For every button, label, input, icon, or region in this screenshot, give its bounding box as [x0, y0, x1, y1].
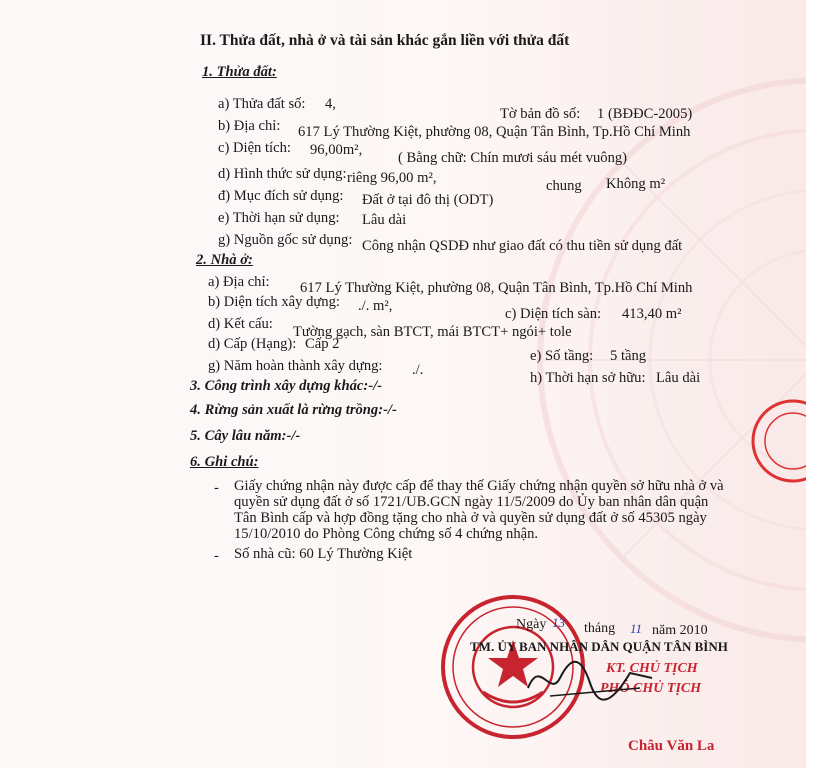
house-structure-value: Tường gạch, sàn BTCT, mái BTCT+ ngói+ tole	[293, 324, 572, 340]
house-grade-value: Cấp 2	[305, 336, 340, 352]
land-origin-value: Công nhận QSDĐ như giao đất có thu tiền sử dụng đất	[362, 238, 683, 254]
note-line-4: 15/10/2010 do Phòng Công chứng số 4 chứng nhận.	[234, 526, 539, 542]
house-term-label: h) Thời hạn sở hữu:	[530, 370, 646, 386]
house-year-label: g) Năm hoàn thành xây dựng:	[208, 358, 383, 374]
house-build-area-label: b) Diện tích xây dựng:	[208, 294, 340, 310]
land-purpose-value: Đất ở tại đô thị (ODT)	[362, 192, 494, 208]
land-heading: 1. Thửa đất:	[202, 64, 277, 80]
land-area-words: ( Bằng chữ: Chín mươi sáu mét vuông)	[398, 150, 628, 166]
land-area-label: c) Diện tích:	[218, 140, 291, 156]
land-area-value: 96,00m²,	[310, 142, 363, 158]
house-floors-label: e) Số tầng:	[530, 348, 594, 364]
partial-stamp	[748, 396, 806, 486]
note-line-3: Tân Bình cấp và hợp đồng tặng cho nhà ở và quyền sử dụng đất ở số 45305 ngày	[234, 510, 707, 526]
house-build-area-value: ./. m²,	[358, 298, 393, 314]
scan-margin	[806, 0, 826, 768]
land-common-value: Không m²	[606, 176, 666, 192]
land-purpose-label: đ) Mục đích sử dụng:	[218, 188, 344, 204]
land-parcel-label: a) Thửa đất số:	[218, 96, 306, 112]
house-address-label: a) Địa chỉ:	[208, 274, 270, 290]
house-year-value: ./.	[412, 362, 424, 378]
note-old-number: Số nhà cũ: 60 Lý Thường Kiệt	[234, 546, 413, 562]
notes-heading: 6. Ghi chú:	[190, 454, 259, 470]
forest-heading: 4. Rừng sản xuất là rừng trồng:-/-	[190, 402, 397, 418]
other-construction-heading: 3. Công trình xây dựng khác:-/-	[190, 378, 382, 394]
house-structure-label: d) Kết cấu:	[208, 316, 273, 332]
map-sheet-label: Tờ bản đồ số:	[500, 106, 581, 122]
date-year: năm 2010	[652, 623, 708, 638]
map-sheet-value: 1 (BĐĐC-2005)	[597, 106, 693, 122]
land-parcel-value: 4,	[325, 96, 336, 112]
handwritten-signature	[520, 648, 660, 708]
house-floor-area-value: 413,40 m²	[622, 306, 682, 322]
land-origin-label: g) Nguồn gốc sử dụng:	[218, 232, 353, 248]
date-month: 11	[630, 621, 643, 636]
section-title: II. Thửa đất, nhà ở và tài sản khác gắn liền với thửa đất	[200, 32, 570, 49]
signer-title-1: KT. CHỦ TỊCH	[606, 661, 698, 676]
date-day-label: Ngày	[516, 617, 547, 632]
note-line-1: Giấy chứng nhận này được cấp để thay thế Giấy chứng nhận quyền sở hữu nhà ở và	[234, 478, 724, 494]
date-day: 13	[552, 615, 565, 630]
house-floors-value: 5 tầng	[610, 348, 647, 364]
issuing-authority: TM. ỦY BAN NHÂN DÂN QUẬN TÂN BÌNH	[470, 639, 728, 654]
land-address-value: 617 Lý Thường Kiệt, phường 08, Quận Tân Bình, Tp.Hồ Chí Minh	[298, 124, 691, 140]
note-line-2: quyền sử dụng đất ở số 1721/UB.GCN ngày 11/5/2009 do Ủy ban nhân dân quận	[234, 494, 709, 510]
signer-title-2: PHÓ CHỦ TỊCH	[600, 681, 702, 696]
date-month-label: tháng	[584, 621, 616, 636]
note-dash-1: -	[214, 480, 219, 496]
land-common-label: chung	[546, 178, 582, 194]
signer-name: Châu Văn La	[628, 738, 715, 754]
house-heading: 2. Nhà ở:	[196, 252, 253, 268]
house-term-value: Lâu dài	[656, 370, 701, 386]
land-term-label: e) Thời hạn sử dụng:	[218, 210, 340, 226]
house-address-value: 617 Lý Thường Kiệt, phường 08, Quận Tân Bình, Tp.Hồ Chí Minh	[300, 280, 693, 296]
land-use-form-label: d) Hình thức sử dụng:	[218, 166, 347, 182]
land-use-form-value: riêng 96,00 m²,	[347, 170, 437, 186]
note-dash-2: -	[214, 548, 219, 564]
house-grade-label: d) Cấp (Hạng):	[208, 336, 297, 352]
land-address-label: b) Địa chỉ:	[218, 118, 281, 134]
perennial-trees-heading: 5. Cây lâu năm:-/-	[190, 428, 301, 444]
house-floor-area-label: c) Diện tích sàn:	[505, 306, 602, 322]
land-term-value: Lâu dài	[362, 212, 407, 228]
